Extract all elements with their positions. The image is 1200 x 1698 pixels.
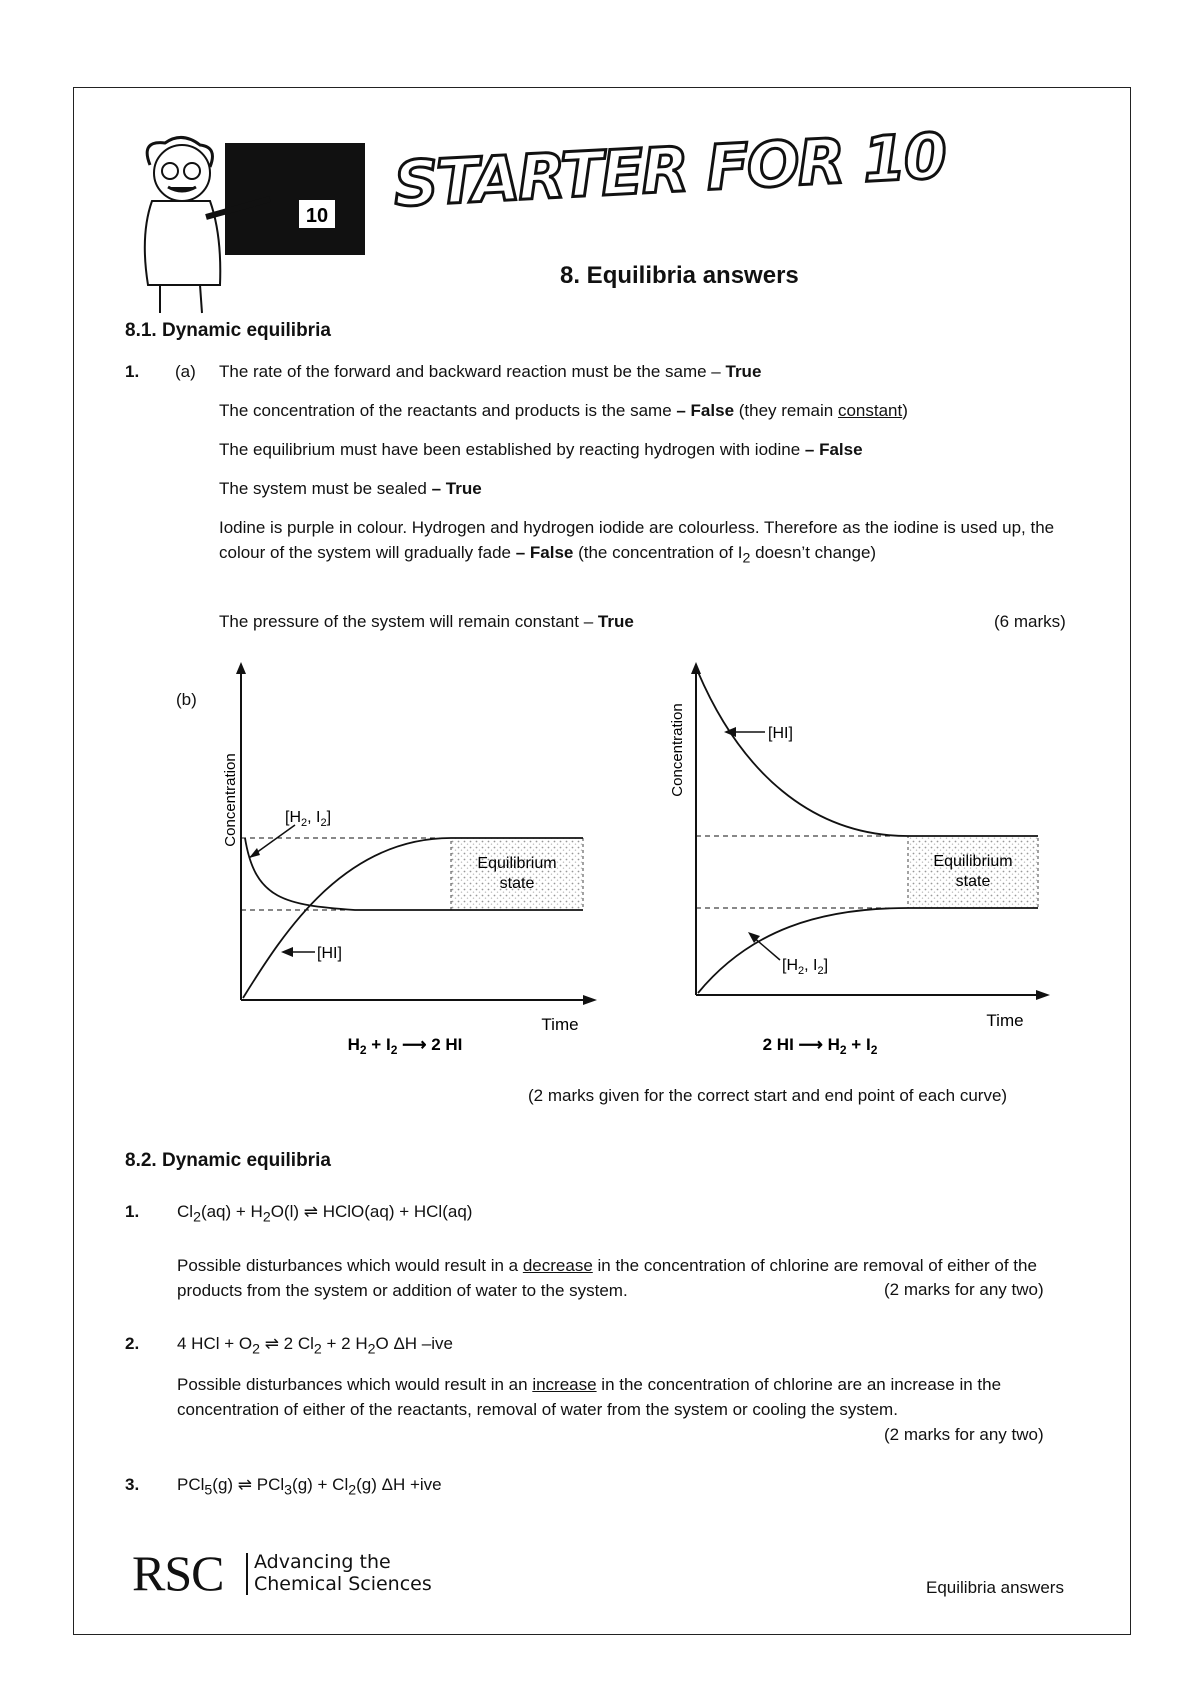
professor-cartoon — [130, 135, 370, 315]
rsc-tagline: Advancing the Chemical Sciences — [254, 1551, 432, 1595]
section-heading-8-1: 8.1. Dynamic equilibria — [125, 320, 331, 341]
section-heading-8-2: 8.2. Dynamic equilibria — [125, 1150, 331, 1171]
answer-paragraph: Iodine is purple in colour. Hydrogen and hydrogen iodide are colourless. Therefore as the iodine is used up, the colour of the system will gradually fade – False (the concentration of $I_2$ doesn’t change) — [219, 518, 1055, 567]
y-axis-label: Concentration — [222, 753, 239, 847]
chart-forward — [205, 660, 605, 1060]
x-axis-label: Time — [541, 1015, 579, 1034]
marks-label: (2 marks for any two) — [884, 1425, 1044, 1444]
answer-line: The system must be sealed – True — [219, 479, 482, 498]
equation: 4 HCl + $O_2$ ⇌ 2 $Cl_2 + 2$ $H_2O$ ΔH –ive — [177, 1334, 453, 1358]
marks-label: (2 marks given for the correct start and end point of each curve) — [528, 1086, 1008, 1105]
reaction-caption: 2 HI ⟶ $H_2 + I_2$ — [762, 1035, 878, 1057]
series-label-h2-i2: [$H_2$, $I_2$] — [285, 809, 332, 829]
blackboard — [225, 143, 365, 255]
equilibrium-label: Equilibrium — [477, 855, 557, 872]
question-number: 3. — [125, 1475, 140, 1494]
question-number: 1. — [125, 362, 140, 381]
hi-curve — [698, 672, 1038, 836]
equilibrium-label: Equilibrium — [933, 853, 1013, 870]
equation: $Cl_2(aq) + H_2O(l)$ ⇌ HClO(aq) + HCl(aq) — [177, 1202, 473, 1226]
marks-label: (6 marks) — [994, 612, 1066, 631]
answer-line: The rate of the forward and backward reaction must be the same – True — [219, 362, 762, 381]
series-label-h2-i2: [$H_2$, $I_2$] — [782, 957, 829, 977]
series-label-hi: [HI] — [768, 725, 793, 742]
board-label: 10 — [305, 205, 329, 227]
chart-reverse — [660, 660, 1080, 1060]
marks-label: (2 marks for any two) — [884, 1280, 1044, 1299]
reaction-caption: $H_2 + I_2$ ⟶ 2 HI — [347, 1035, 463, 1057]
answer-paragraph: Possible disturbances which would result in an increase in the concentration of chlorine are an increase in the concentration of either of the reactants, removal of water from the system or cooling the system. — [177, 1375, 1002, 1419]
equilibrium-label: state — [499, 875, 535, 892]
y-axis-label: Concentration — [669, 703, 686, 797]
part-label: (a) — [175, 362, 196, 381]
equilibrium-region — [908, 836, 1038, 908]
part-label: (b) — [176, 690, 197, 709]
logo-divider — [246, 1553, 248, 1595]
x-axis-label: Time — [986, 1011, 1024, 1030]
footer-label: Equilibria answers — [926, 1578, 1064, 1597]
question-number: 2. — [125, 1334, 140, 1353]
equilibrium-region — [451, 838, 583, 910]
starter-for-10-banner: STARTER FOR 10 — [392, 119, 947, 221]
series-label-hi: [HI] — [317, 945, 342, 962]
rsc-logo: RSC — [132, 1545, 224, 1601]
page-title: 8. Equilibria answers — [560, 262, 799, 289]
answer-line: The equilibrium must have been established by reacting hydrogen with iodine – False — [219, 440, 863, 459]
equation: PCl$_5$(g) ⇌ $PCl_3(g) + Cl_2(g)$ ΔH +ive — [177, 1475, 442, 1499]
h2-i2-curve — [698, 908, 1038, 993]
answer-line: The pressure of the system will remain constant – True — [219, 612, 634, 631]
equilibrium-label: state — [955, 873, 991, 890]
question-number: 1. — [125, 1202, 140, 1221]
answer-paragraph: Possible disturbances which would result in a decrease in the concentration of chlorine are removal of either of the products from the system or addition of water to the system. — [177, 1256, 1037, 1300]
answer-line: The concentration of the reactants and products is the same – False (they remain constant) — [219, 401, 908, 420]
